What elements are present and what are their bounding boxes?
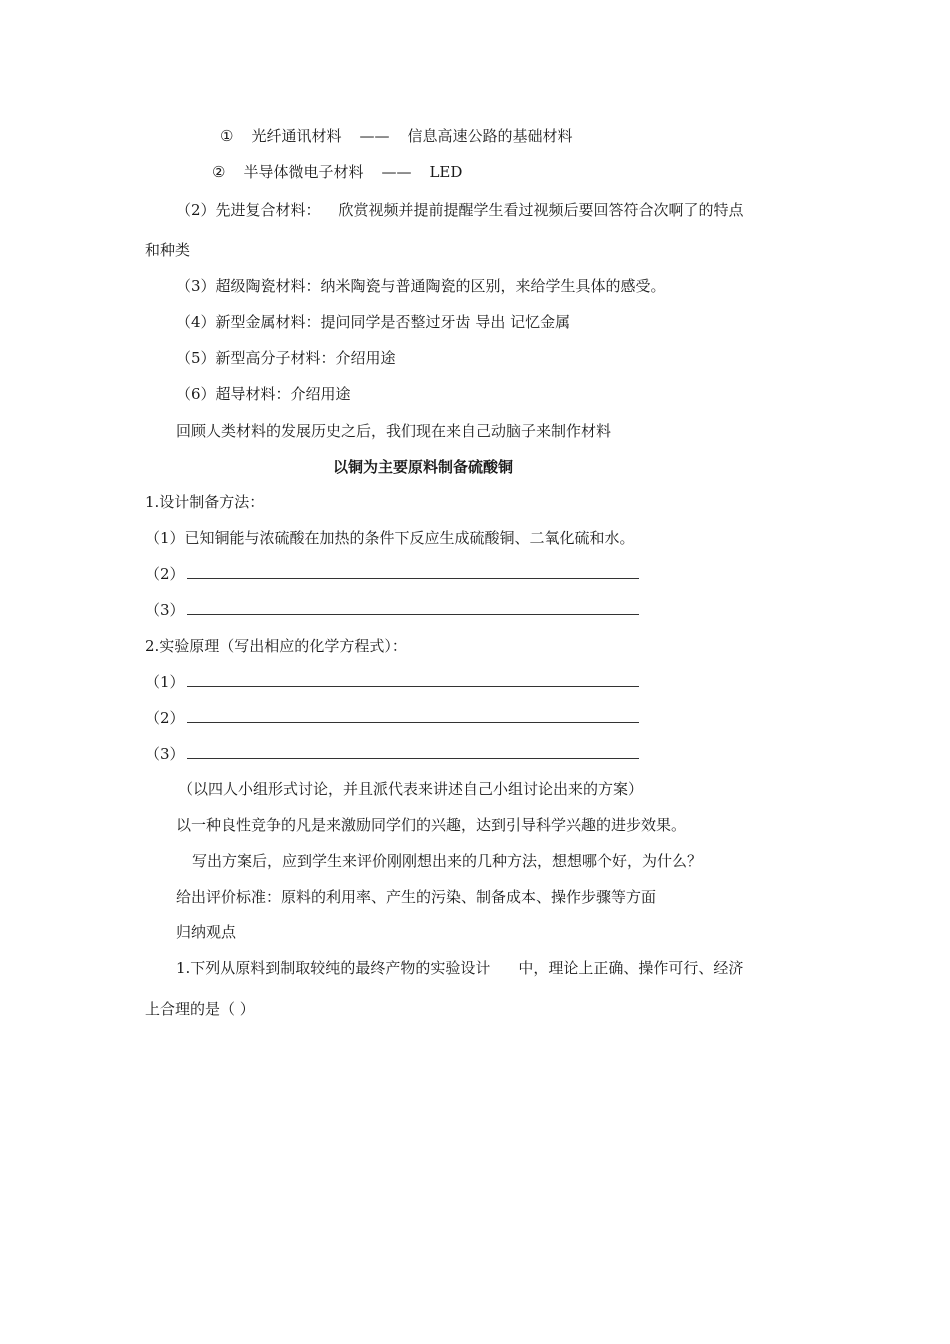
section-title: 以铜为主要原料制备硫酸铜 [333, 458, 514, 476]
principle-item-3 [145, 744, 639, 764]
item-number: （2） [145, 565, 185, 583]
answer-blank[interactable] [187, 672, 639, 687]
paragraph-competition: 以一种良性竞争的凡是来激励同学们的兴趣，达到引导科学兴趣的进步效果。 [176, 816, 687, 834]
question-text: 1.下列从原料到制取较纯的最终产物的实验设计 [176, 959, 491, 977]
paragraph-superconductor: （6）超导材料：介绍用途 [176, 385, 351, 403]
design-item-3 [145, 600, 639, 620]
item-text: 信息高速公路的基础材料 [407, 127, 573, 145]
item-number: （1） [145, 673, 185, 691]
paragraph-criteria: 给出评价标准：原料的利用率、产生的污染、制备成本、操作步骤等方面 [176, 888, 657, 906]
item-text: 半导体微电子材料 [243, 163, 364, 181]
list-item-semiconductor [212, 162, 462, 182]
em-dash: —— [381, 163, 412, 181]
paragraph-text: （2）先进复合材料： [176, 201, 321, 219]
paragraph-continuation: 和种类 [145, 241, 191, 259]
paragraph-review: 回顾人类材料的发展历史之后，我们现在来自己动脑子来制作材料 [176, 422, 612, 440]
circled-number-2: ② [212, 163, 226, 181]
circled-number-1: ① [220, 127, 234, 145]
item-text: 光纤通讯材料 [251, 127, 342, 145]
em-dash: —— [359, 127, 390, 145]
paragraph-composite [176, 200, 744, 220]
paragraph-group-discussion: （以四人小组形式讨论，并且派代表来讲述自己小组讨论出来的方案） [178, 780, 644, 798]
answer-blank[interactable] [187, 564, 639, 579]
paragraph-evaluate: 写出方案后，应到学生来评价刚刚想出来的几种方法，想想哪个好，为什么？ [192, 852, 703, 870]
question-1 [176, 958, 743, 978]
item-text: LED [429, 163, 463, 181]
paragraph-summary: 归纳观点 [176, 923, 237, 941]
paragraph-text: 欣赏视频并提前提醒学生看过视频后要回答符合次啊了的特点 [338, 201, 744, 219]
question-text: 中，理论上正确、操作可行、经济 [518, 959, 744, 977]
heading-design-method: 1.设计制备方法： [145, 493, 265, 511]
paragraph-metal: （4）新型金属材料：提问同学是否整过牙齿 导出 记忆金属 [176, 313, 571, 331]
item-number: （3） [145, 745, 185, 763]
principle-item-1 [145, 672, 639, 692]
paragraph-ceramic: （3）超级陶瓷材料：纳米陶瓷与普通陶瓷的区别，来给学生具体的感受。 [176, 277, 666, 295]
answer-blank[interactable] [187, 600, 639, 615]
design-item-2 [145, 564, 639, 584]
item-number: （2） [145, 709, 185, 727]
question-1-continuation: 上合理的是（ ） [145, 1000, 255, 1018]
answer-blank[interactable] [187, 708, 639, 723]
principle-item-2 [145, 708, 639, 728]
list-item-optical-fiber [220, 126, 572, 146]
answer-blank[interactable] [187, 744, 639, 759]
item-number: （3） [145, 601, 185, 619]
heading-principle: 2.实验原理（写出相应的化学方程式）： [145, 637, 407, 655]
design-item-1: （1）已知铜能与浓硫酸在加热的条件下反应生成硫酸铜、二氧化硫和水。 [145, 529, 635, 547]
paragraph-polymer: （5）新型高分子材料：介绍用途 [176, 349, 396, 367]
